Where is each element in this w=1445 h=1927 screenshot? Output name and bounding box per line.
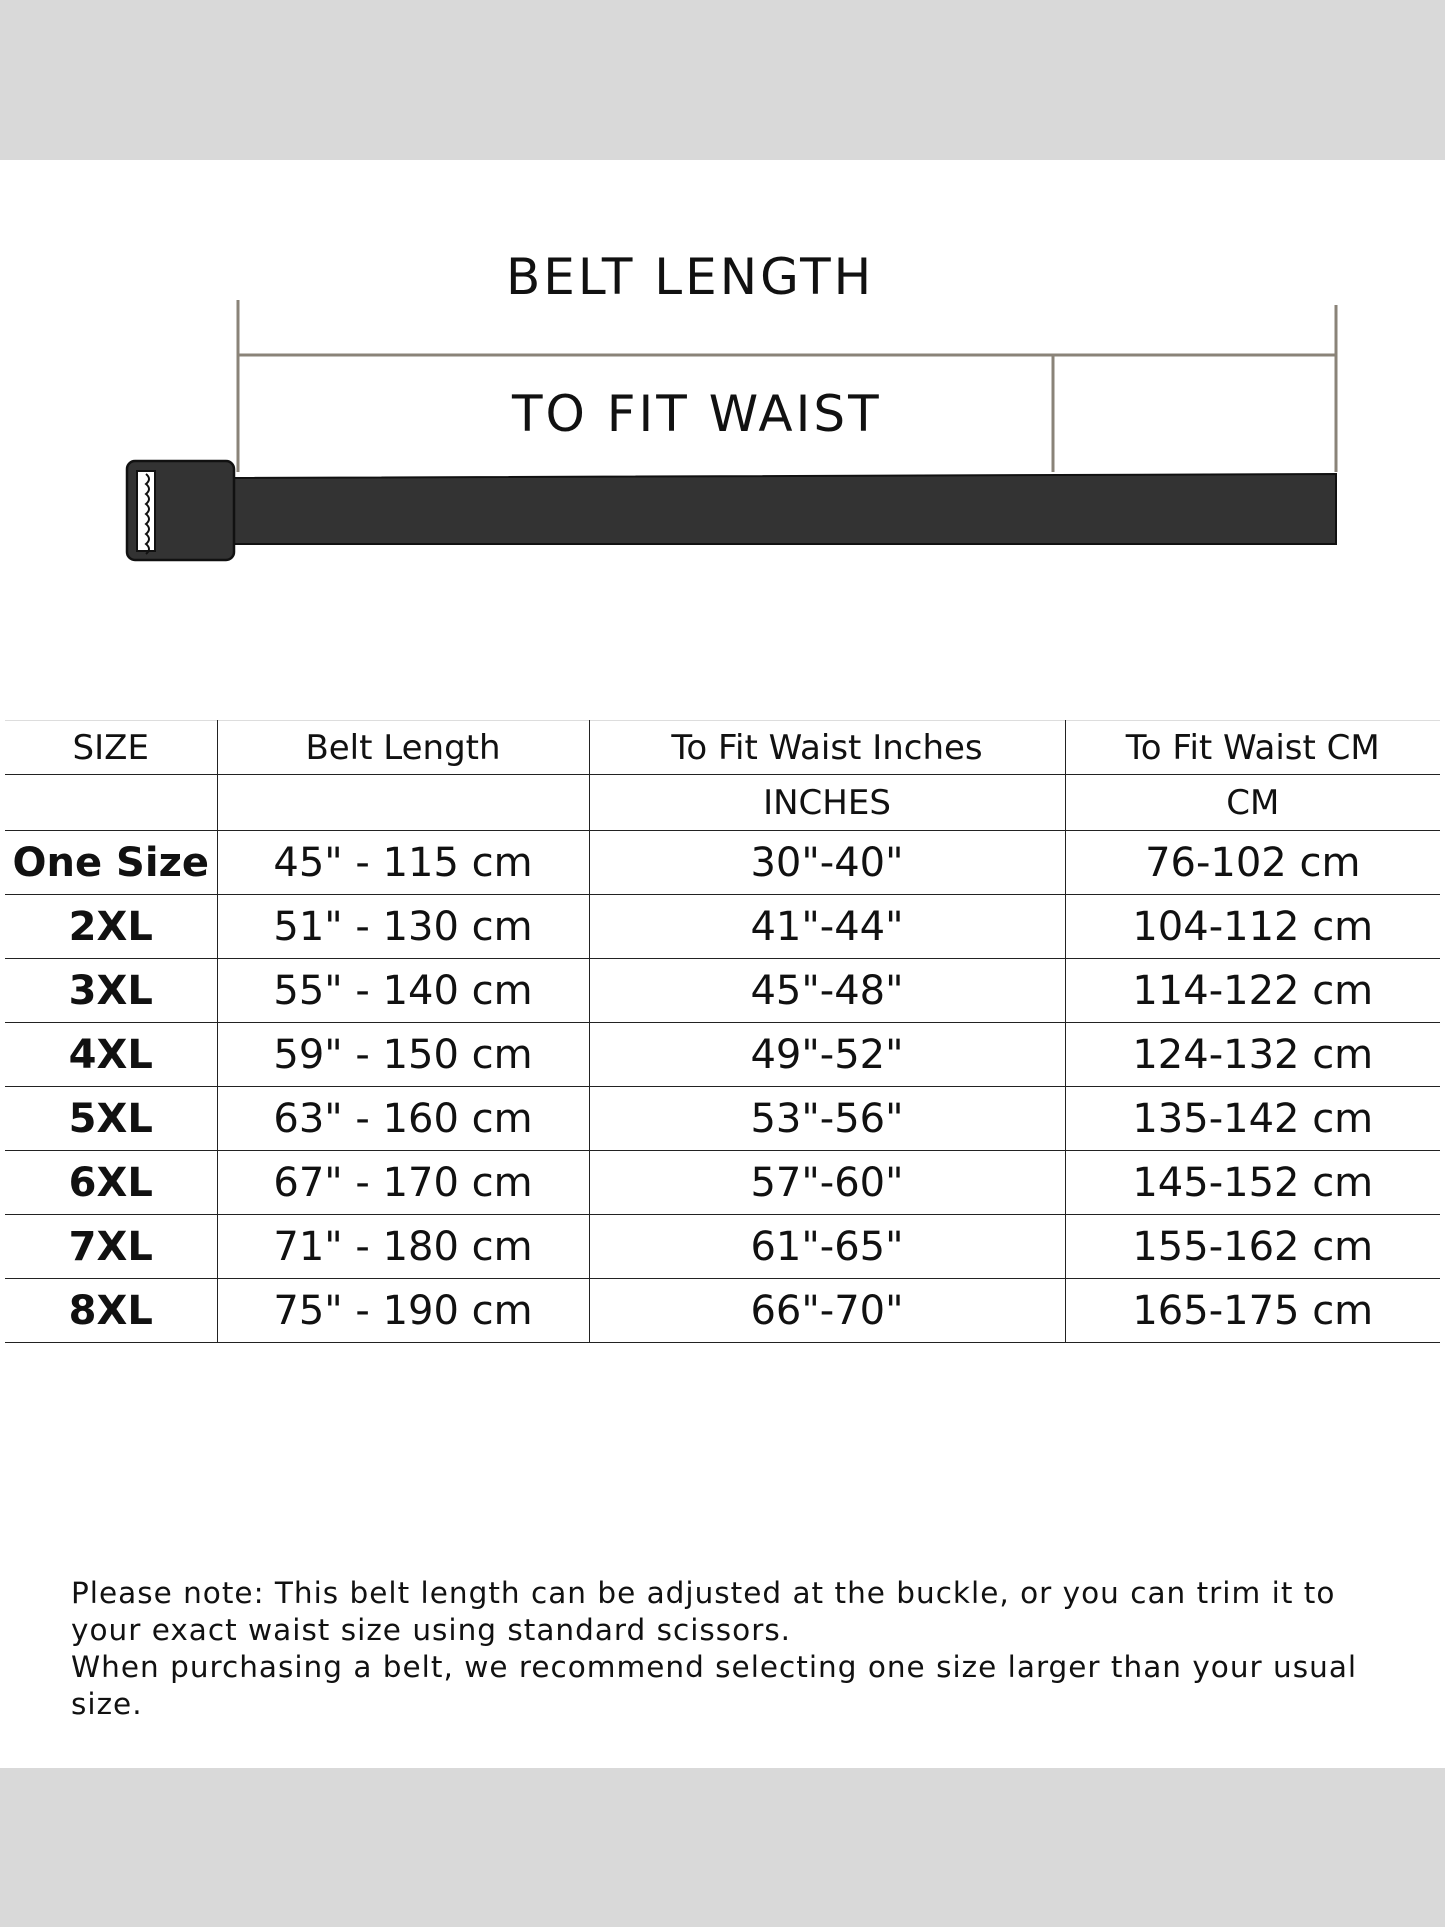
sizing-note bbox=[71, 1575, 1411, 1723]
waist-inches-cell: 57"-60" bbox=[589, 1151, 1065, 1215]
note-line-2: When purchasing a belt, we recommend selecting one size larger than your usual size. bbox=[71, 1650, 1358, 1721]
waist-inches-cell: 66"-70" bbox=[589, 1279, 1065, 1343]
table-unit-row bbox=[5, 775, 1440, 831]
waist-inches-cell: 61"-65" bbox=[589, 1215, 1065, 1279]
size-table bbox=[5, 720, 1440, 1343]
unit-size bbox=[5, 775, 217, 831]
size-cell: 2XL bbox=[5, 895, 217, 959]
waist-inches-cell: 41"-44" bbox=[589, 895, 1065, 959]
header-size: SIZE bbox=[5, 721, 217, 775]
waist-cm-cell: 135-142 cm bbox=[1065, 1087, 1440, 1151]
table-row bbox=[5, 1023, 1440, 1087]
header-waist-cm: To Fit Waist CM bbox=[1065, 721, 1440, 775]
belt-length-cell: 51" - 130 cm bbox=[217, 895, 589, 959]
belt-length-cell: 59" - 150 cm bbox=[217, 1023, 589, 1087]
table-row bbox=[5, 1151, 1440, 1215]
belt-length-cell: 45" - 115 cm bbox=[217, 831, 589, 895]
waist-inches-cell: 30"-40" bbox=[589, 831, 1065, 895]
belt-length-cell: 63" - 160 cm bbox=[217, 1087, 589, 1151]
belt-length-cell: 75" - 190 cm bbox=[217, 1279, 589, 1343]
belt-length-cell: 67" - 170 cm bbox=[217, 1151, 589, 1215]
note-line-1: Please note: This belt length can be adjusted at the buckle, or you can trim it to your exact waist size using standard scissors. bbox=[71, 1576, 1336, 1647]
table-row bbox=[5, 1087, 1440, 1151]
belt-length-label: BELT LENGTH bbox=[506, 248, 875, 306]
belt-length-cell: 71" - 180 cm bbox=[217, 1215, 589, 1279]
unit-cm: CM bbox=[1065, 775, 1440, 831]
waist-cm-cell: 114-122 cm bbox=[1065, 959, 1440, 1023]
size-cell: 8XL bbox=[5, 1279, 217, 1343]
table-row bbox=[5, 1279, 1440, 1343]
table-row bbox=[5, 831, 1440, 895]
size-cell: 5XL bbox=[5, 1087, 217, 1151]
size-cell: 3XL bbox=[5, 959, 217, 1023]
header-waist-inches: To Fit Waist Inches bbox=[589, 721, 1065, 775]
table-row bbox=[5, 895, 1440, 959]
waist-inches-cell: 53"-56" bbox=[589, 1087, 1065, 1151]
belt-illustration bbox=[0, 160, 1445, 590]
waist-cm-cell: 104-112 cm bbox=[1065, 895, 1440, 959]
waist-cm-cell: 124-132 cm bbox=[1065, 1023, 1440, 1087]
to-fit-waist-label: TO FIT WAIST bbox=[512, 385, 882, 443]
size-cell: One Size bbox=[5, 831, 217, 895]
waist-cm-cell: 155-162 cm bbox=[1065, 1215, 1440, 1279]
belt-strap bbox=[228, 474, 1336, 544]
unit-inches: INCHES bbox=[589, 775, 1065, 831]
belt-diagram bbox=[0, 160, 1445, 590]
table-row bbox=[5, 959, 1440, 1023]
waist-cm-cell: 76-102 cm bbox=[1065, 831, 1440, 895]
unit-belt-length bbox=[217, 775, 589, 831]
waist-inches-cell: 49"-52" bbox=[589, 1023, 1065, 1087]
header-belt-length: Belt Length bbox=[217, 721, 589, 775]
size-cell: 4XL bbox=[5, 1023, 217, 1087]
table-row bbox=[5, 1215, 1440, 1279]
waist-cm-cell: 165-175 cm bbox=[1065, 1279, 1440, 1343]
belt-length-cell: 55" - 140 cm bbox=[217, 959, 589, 1023]
size-cell: 7XL bbox=[5, 1215, 217, 1279]
waist-inches-cell: 45"-48" bbox=[589, 959, 1065, 1023]
size-chart-sheet bbox=[0, 160, 1445, 1768]
waist-cm-cell: 145-152 cm bbox=[1065, 1151, 1440, 1215]
size-cell: 6XL bbox=[5, 1151, 217, 1215]
table-header-row bbox=[5, 721, 1440, 775]
